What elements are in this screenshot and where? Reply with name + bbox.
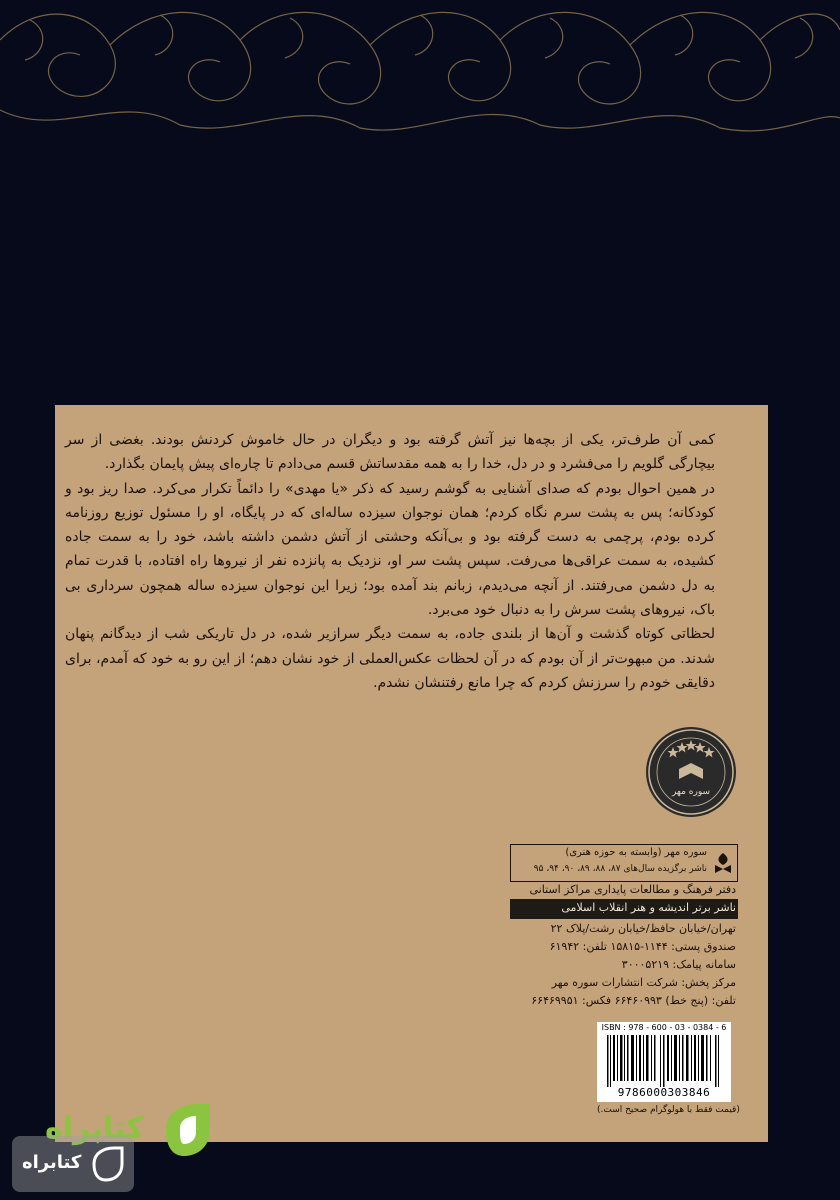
excerpt-text: [65, 428, 715, 695]
publisher-seal: [646, 727, 736, 817]
publisher-logo-icon: [712, 851, 734, 875]
ketabrah-watermark-icon: [88, 1144, 128, 1184]
address-line: صندوق پستی: ۱۱۴۴-۱۵۸۱۵ تلفن: ۶۱۹۴۲: [549, 940, 736, 953]
barcode-box: [597, 1022, 731, 1102]
excerpt-paragraph: لحظاتی کوتاه گذشت و آن‌ها از بلندی جاده، به سمت دیگر سرازیر شده، در دل تاریکی شب از دیدگانم پنهان شدند. من مبهوت‌تر از آن بودم که در آن لحظات عکس‌العملی از خود نشان دهم؛ از این رو به خود که آمدم، برای دقایقی خودم را سرزنش کردم که چرا مانع رفتنشان نشدم.: [65, 626, 715, 691]
ketabrah-wordmark: کتابراه: [45, 1111, 144, 1146]
barcode-digits: 9786000303846: [617, 1086, 711, 1099]
address-line: مرکز پخش: شرکت انتشارات سوره مهر: [551, 976, 736, 989]
decorative-ornament: [0, 0, 840, 140]
publisher-box: [510, 844, 738, 882]
address-line: تهران/خیابان حافظ/خیابان رشت/پلاک ۲۲: [550, 922, 736, 935]
seal-emblem-icon: [646, 727, 736, 817]
publisher-awards: ناشر برگزیده سال‌های ۸۷، ۸۸، ۸۹، ۹۰، ۹۴، ۹۵: [533, 864, 707, 874]
tagline: ناشر برتر اندیشه و هنر انقلاب اسلامی: [561, 901, 736, 914]
ketabrah-watermark-text: کتابراه: [22, 1152, 82, 1173]
price-note: (قیمت فقط با هولوگرام صحیح است.): [597, 1105, 740, 1115]
address-line: تلفن: (پنج خط) ۶۶۴۶۰۹۹۳ فکس: ۶۶۴۶۹۹۵۱: [531, 994, 736, 1007]
excerpt-paragraph: در همین احوال بودم که صدای آشنایی به گوشم رسید که ذکر «یا مهدی» را دائماً تکرار می‌کرد. صدا ریز بود و کودکانه؛ پس به پشت سرم نگاه کردم؛ همان نوجوان سیزده ساله‌ای که در پایگاه، او را مسئول توزیع روزنامه کرده بودم، پرچمی به دست گرفته بود و بی‌آنکه وحشتی از آتش دشمن داشته باشد، خود را به سمت جاده کشیده، به سمت عراقی‌ها می‌رفت. سپس پشت سر او، نزدیک به پانزده نفر از نیروها راه افتاده، با قدرت تمام به دل دشمن می‌رفتند. از آنچه می‌دیدم، زبانم بند آمده بود؛ زیرا این نوجوان سیزده ساله همچون سرداری بی باک، نیروهای پشت سرش را به دنبال خود می‌برد.: [65, 480, 715, 619]
office-line: دفتر فرهنگ و مطالعات پایداری مراکز استانی: [529, 883, 736, 896]
publisher-name: سوره مهر (وابسته به حوزه هنری): [565, 847, 707, 858]
isbn-label: ISBN : 978 - 600 - 03 - 0384 - 6: [601, 1023, 727, 1032]
excerpt-paragraph: کمی آن طرف‌تر، یکی از بچه‌ها نیز آتش گرفته بود و دیگران در حال خاموش کردنش بودند. بغضی از سر بیچارگی گلویم را می‌فشرد و در دل، خدا را به همه مقدساتش قسم می‌دادم تا چاره‌ای پیش پایمان بگذارد.: [65, 432, 715, 473]
ketabrah-leaf-icon: [158, 1100, 218, 1160]
address-line: سامانه پیامک: ۳۰۰۰۵۲۱۹: [621, 958, 736, 971]
seal-label: سوره مهر: [671, 787, 711, 797]
barcode-bars-icon: [597, 1033, 731, 1087]
